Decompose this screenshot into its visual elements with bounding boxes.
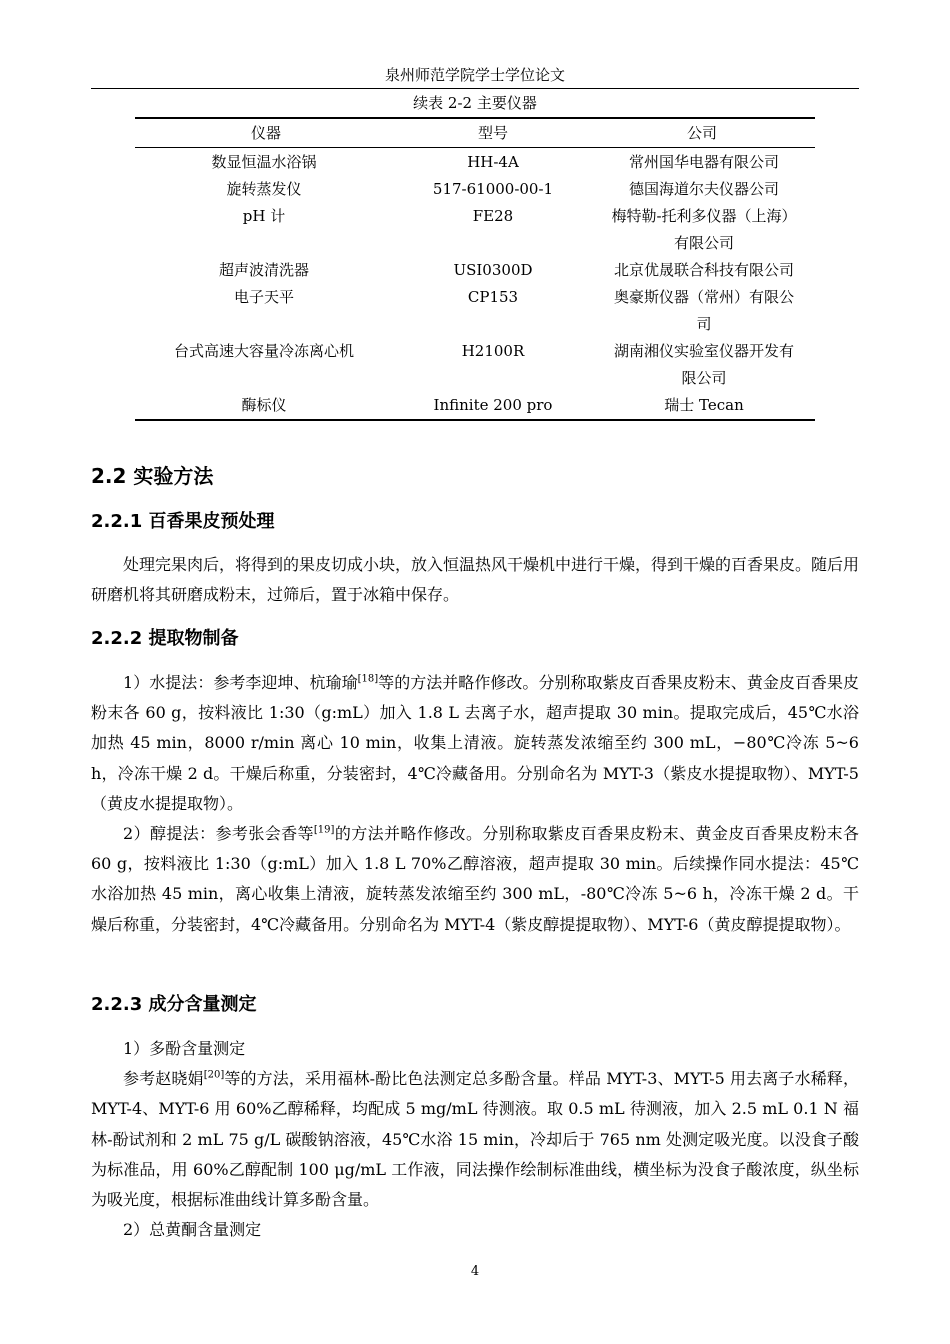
table-row [135,203,815,257]
column-header-instrument: 仪器 [250,124,281,142]
table-row [135,338,815,392]
cell-model: USI0300D [453,261,533,279]
citation-ref: [19] [313,824,335,836]
cell-company: 德国海道尔夫仪器公司 [628,180,779,198]
column-header-company: 公司 [686,124,717,142]
paragraph: 处理完果肉后，将得到的果皮切成小块，放入恒温热风干燥机中进行干燥，得到干燥的百香果皮。随后用研磨机将其研磨成粉末，过筛后，置于冰箱中保存。 [91,555,860,605]
text-run: 2）醇提法：参考张会香等 [123,824,314,844]
cell-model: CP153 [467,288,519,306]
text-run: 参考赵晓娟 [123,1069,204,1089]
cell-company: 湖南湘仪实验室仪器开发有限公司 [613,342,794,387]
cell-company: 奥豪斯仪器（常州）有限公司 [613,288,794,333]
cell-model: H2100R [461,342,525,360]
cell-model: HH-4A [467,153,519,171]
table-row [135,148,815,177]
paragraph-alcohol-extraction [91,819,859,940]
section-body-2-2-1 [91,550,859,610]
section-body-2-2-2 [91,668,859,940]
table-caption: 续表 2-2 主要仪器 [413,94,537,112]
text-run: 1）水提法：参考李迎坤、杭瑜瑜 [123,673,358,692]
paragraph-polyphenol [91,1064,859,1215]
section-heading-2-2-2: 2.2.2 提取物制备 [91,628,239,649]
list-item: 1）多酚含量测定 [123,1039,246,1058]
header-rule [91,88,859,89]
column-header-model: 型号 [477,124,508,142]
section-heading-2-2: 2.2 实验方法 [91,464,214,488]
list-item: 2）总黄酮含量测定 [123,1220,262,1240]
text-run: 的方法并略作修改。分别称取紫皮百香果皮粉末、黄金皮百香果皮粉末各 60 g，按料液比 1:30（g:mL）加入 1.8 L 70%乙醇溶液，超声提取 30 min。后续操作同水提法：45℃水浴加热 45 min，离心收集上清液，旋转蒸发浓缩至约 300 mL，-80℃冷冻 5~6 h，冷冻干燥 2 d。干燥后称重，分装密封，4℃冷藏备用。分别命名为 MYT-4（紫皮醇提提取物）、MYT-6（黄皮醇提提取物）。 [91,824,859,934]
citation-ref: [18] [357,673,379,685]
table-row [135,392,815,420]
section-heading-2-2-3: 2.2.3 成分含量测定 [91,994,257,1015]
cell-instrument: 电子天平 [233,288,294,306]
table-row [135,257,815,284]
cell-model: Infinite 200 pro [433,396,553,414]
text-run: 等的方法，采用福林-酚比色法测定总多酚含量。样品 MYT-3、MYT-5 用去离子水稀释，MYT-4、MYT-6 用 60%乙醇稀释，均配成 5 mg/mL 待测液。取 0.5 mL 待测液，加入 2.5 mL 0.1 N 福林-酚试剂和 2 mL 75 g/L 碳酸钠溶液，45℃水浴 15 min，冷却后于 765 nm 处测定吸光度。以没食子酸为标准品，用 60%乙醇配制 100 μg/mL 工作液，同法操作绘制标准曲线，横坐标为没食子酸浓度，纵坐标为吸光度，根据标准曲线计算多酚含量。 [91,1069,859,1210]
citation-ref: [20] [203,1069,225,1081]
section-body-2-2-3 [91,1034,859,1245]
section-heading-2-2-1: 2.2.1 百香果皮预处理 [91,511,275,532]
table-row [135,176,815,203]
table-row [135,284,815,338]
running-header: 泉州师范学院学士学位论文 [384,66,565,84]
page-number: 4 [470,1264,480,1279]
instrument-table [135,117,815,421]
cell-instrument: 台式高速大容量冷冻离心机 [173,342,354,360]
cell-instrument: 数显恒温水浴锅 [211,153,317,171]
cell-company: 梅特勒-托利多仪器（上海）有限公司 [611,207,797,252]
cell-company: 瑞士 Tecan [664,396,744,414]
table-header-row [135,118,815,148]
cell-instrument: 旋转蒸发仪 [226,180,302,198]
cell-instrument: 超声波清洗器 [218,261,309,279]
cell-company: 北京优晟联合科技有限公司 [613,261,794,279]
cell-instrument: pH 计 [242,207,286,225]
cell-company: 常州国华电器有限公司 [628,153,779,171]
cell-model: 517-61000-00-1 [432,180,554,198]
cell-model: FE28 [472,207,514,225]
cell-instrument: 酶标仪 [241,396,287,414]
paragraph-water-extraction [91,668,859,819]
text-run: 等的方法并略作修改。分别称取紫皮百香果皮粉末、黄金皮百香果皮粉末各 60 g，按料液比 1:30（g:mL）加入 1.8 L 去离子水，超声提取 30 min。提取完成后，45℃水浴加热 45 min，8000 r/min 离心 10 min，收集上清液。旋转蒸发浓缩至约 300 mL，−80℃冷冻 5~6 h，冷冻干燥 2 d。干燥后称重，分装密封，4℃冷藏备用。分别命名为 MYT-3（紫皮水提提取物）、MYT-5（黄皮水提提取物）。 [91,673,859,813]
